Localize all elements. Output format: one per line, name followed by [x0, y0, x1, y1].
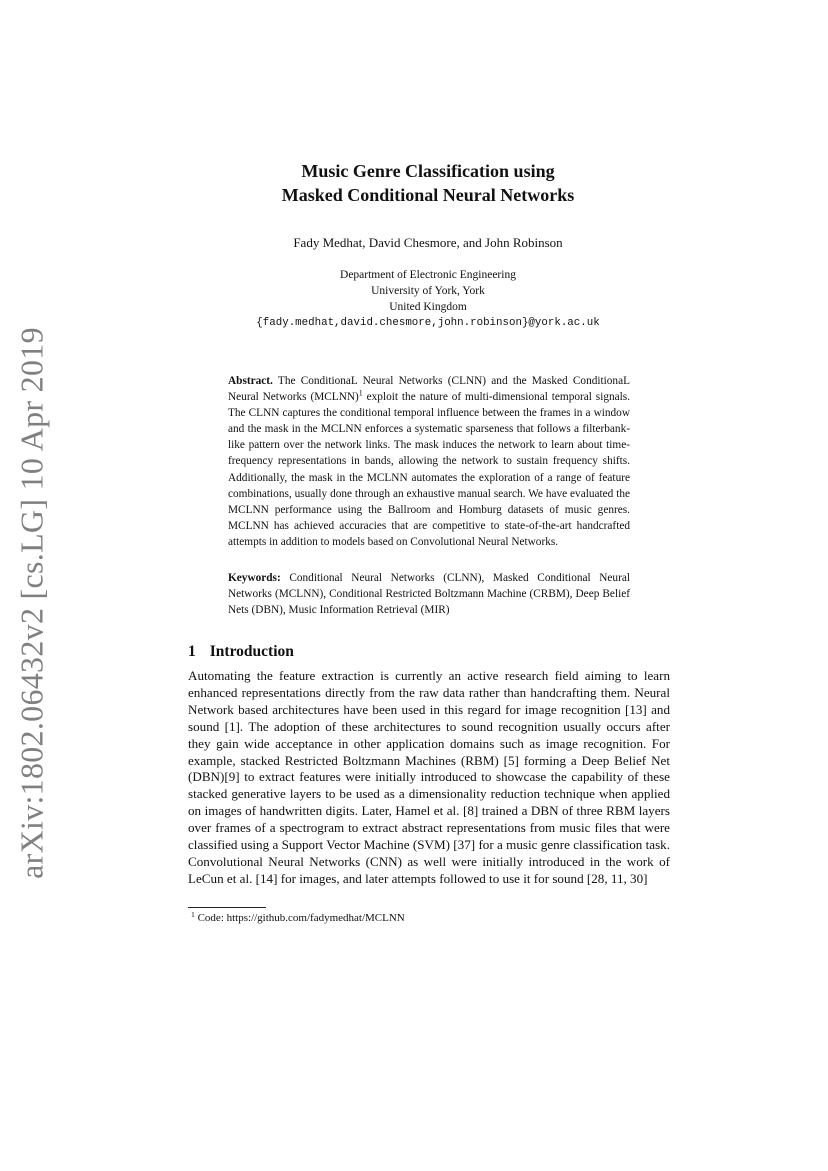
- author-email: {fady.medhat,david.chesmore,john.robinson}@york.ac.uk: [256, 317, 600, 329]
- affiliation-country: United Kingdom: [389, 301, 467, 313]
- footnote-divider: [188, 907, 266, 908]
- paper-title-line-1: Music Genre Classification using: [301, 161, 555, 181]
- introduction-paragraph: Automating the feature extraction is currently an active research field aiming to learn enhanced representations directly from the raw data rather than handcrafting them. Neural Network based architectures have been used in this regard for image recognition [13] and sound [1]. The adoption of these architectures to sound recognition usually occurs after they gain wide acceptance in other application domains such as image recognition. For example, stacked Restricted Boltzmann Machines (RBM) [5] forming a Deep Belief Net (DBN)[9] to extract features were initially introduced to showcase the capability of these stacked generative layers to be used as a dimensionality reduction technique when applied on images of handwritten digits. Later, Hamel et al. [8] trained a DBN of three RBM layers over frames of a spectrogram to extract abstract representations from music files that were classified using a Support Vector Machine (SVM) [37] for a music genre classification task. Convolutional Neural Networks (CNN) as well were initially introduced in the work of LeCun et al. [14] for images, and later attempts followed to use it for sound [28, 11, 30]: [188, 668, 670, 886]
- section-title: Introduction: [209, 643, 294, 660]
- keywords: [228, 570, 630, 618]
- abstract-label: Abstract.: [228, 375, 273, 387]
- abstract-text-part-2: exploit the nature of multi-dimensional temporal signals. The CLNN captures the conditional temporal influence between the frames in a window and the mask in the MCLNN enforces a systematic sparseness that follows a filterbank-like pattern over the network links. The mask induces the network to learn about time-frequency representations in bands, allowing the network to sustain frequency shifts. Additionally, the mask in the MCLNN automates the exploration of a range of feature combinations, usually done through an exhaustive manual search. We have evaluated the MCLNN performance using the Ballroom and Homburg datasets of music genres. MCLNN has achieved accuracies that are competitive to state-of-the-art handcrafted attempts in addition to models based on Convolutional Neural Networks.: [228, 391, 631, 548]
- footnote-text: Code: https://github.com/fadymedhat/MCLNN: [197, 912, 405, 924]
- affiliation-university: University of York, York: [371, 285, 485, 297]
- arxiv-identifier-stamp: arXiv:1802.06432v2 [cs.LG] 10 Apr 2019: [13, 327, 50, 879]
- section-number: 1: [188, 643, 196, 660]
- paper-title-line-2: Masked Conditional Neural Networks: [281, 185, 575, 205]
- footnote-number: 1: [191, 909, 195, 919]
- keywords-label: Keywords:: [228, 572, 281, 584]
- keywords-text: Conditional Neural Networks (CLNN), Masked Conditional Neural Networks (MCLNN), Conditional Restricted Boltzmann Machine (CRBM), Deep Belief Nets (DBN), Music Information Retrieval (MIR): [228, 572, 630, 617]
- footnote: [191, 909, 405, 924]
- abstract-text-part-1: The ConditionaL Neural Networks (CLNN) and the Masked ConditionaL Neural Networks (MCLNN): [228, 375, 630, 404]
- affiliation-department: Department of Electronic Engineering: [340, 269, 516, 281]
- abstract: [228, 373, 630, 550]
- section-heading-introduction: [188, 643, 294, 661]
- author-list: Fady Medhat, David Chesmore, and John Robinson: [293, 235, 563, 250]
- footnote-marker: 1: [358, 388, 363, 398]
